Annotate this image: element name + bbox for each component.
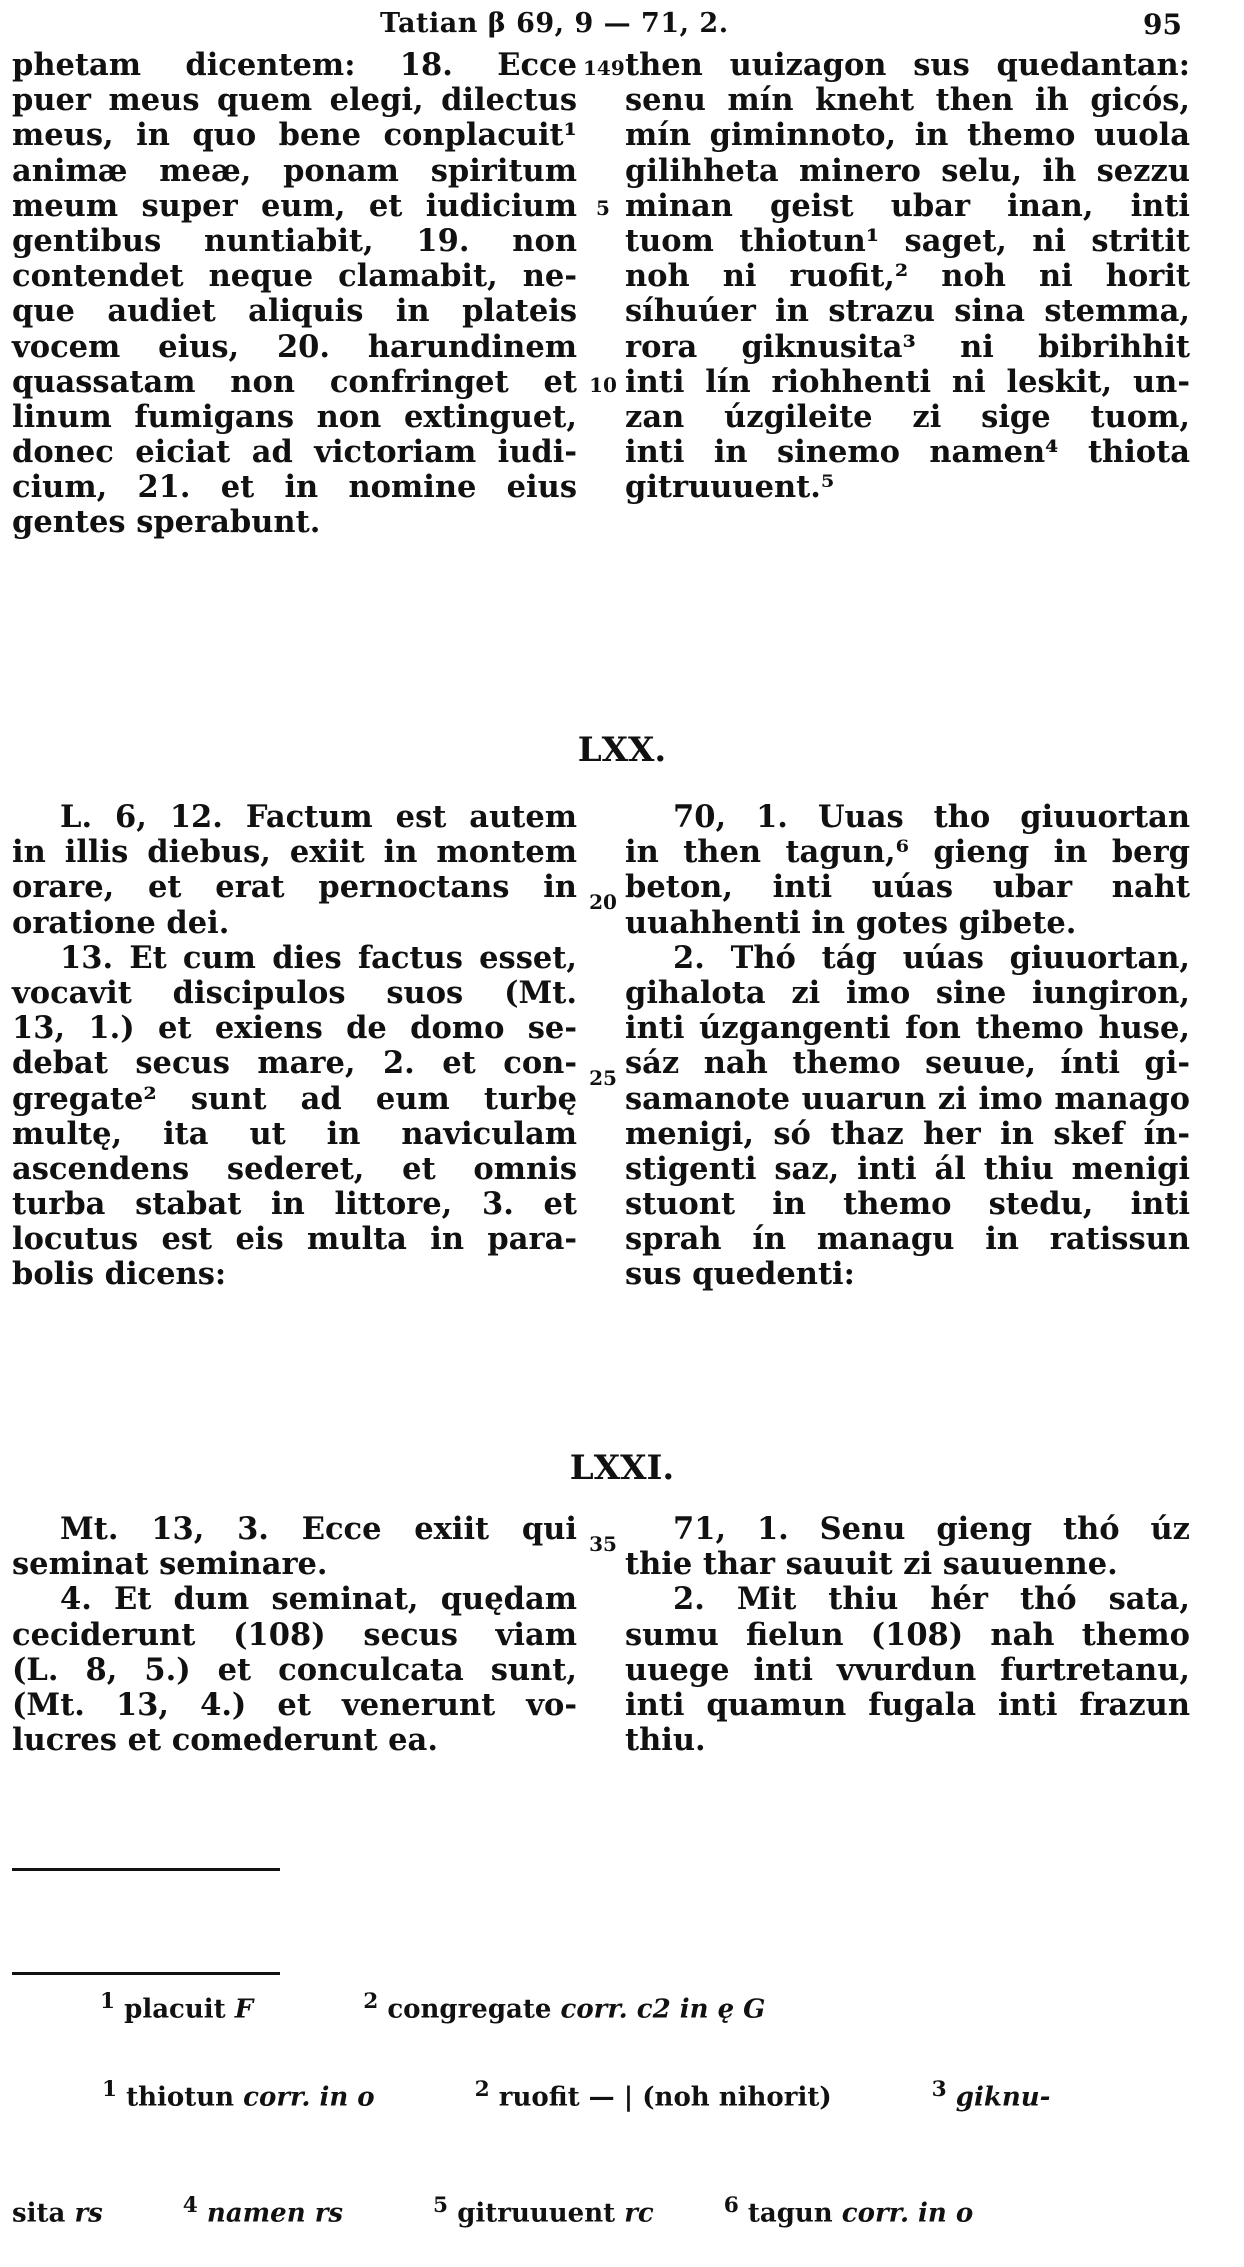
german-line: gihalota zi imo sine iungiron, [625,974,1190,1011]
footnote-siglum: rc [624,2198,654,2229]
latin-line: phetam dicentem: 18. Ecce [12,47,577,83]
latin-line: que audiet aliquis in plateis [12,293,577,330]
running-title: Tatian β 69, 9 — 71, 2. [380,8,729,39]
latin-line: meus, in quo bene conplacuit¹ [12,117,577,154]
latin-line: contendet neque clamabit, ne- [12,258,577,295]
latin-line: locutus est eis multa in para- [12,1221,577,1258]
german-line: sprah ín managu in ratissun [625,1221,1190,1258]
latin-line: debat secus mare, 2. et con- [12,1045,577,1082]
german-line: thiu. [625,1722,706,1759]
german-line: gitruuuent.⁵ [625,469,835,506]
latin-line: 13, 1.) et exiens de domo se- [12,1010,577,1047]
german-line: samanote uuarun zi imo managо [625,1080,1190,1117]
german-line: thie thar sauuit zi sauuenne. [625,1546,1118,1583]
footnote-marker: 5 [433,2192,449,2218]
latin-line: ceciderunt (108) secus viam [12,1616,577,1653]
latin-line: 13. Et cum dies factus esset, [60,939,577,976]
latin-line: in illis diebus, exiit in montem [12,834,577,871]
german-line: in then tagun,⁶ gieng in berg [625,834,1190,871]
german-line: stigenti saz, inti ál thiu menigi [625,1150,1190,1187]
footnote-rule [12,1868,280,1871]
section-heading-lxxi: LXXI. [569,1448,675,1488]
footnote-note: corr. c2 in ę G [560,1994,766,2025]
line-number: 5 [596,196,610,220]
running-head [0,8,1244,48]
german-line: síhuúer in strazu sina stemma, [625,293,1190,330]
footnote-siglum: F [234,1994,254,2025]
latin-line: (Mt. 13, 4.) et venerunt vo- [12,1686,577,1723]
german-line: noh ni ruofit,² noh ni horit [625,258,1190,295]
latin-line: Mt. 13, 3. Ecce exiit qui [60,1511,577,1547]
footnote-marker: 4 [182,2192,198,2218]
latin-line: seminat seminare. [12,1546,328,1583]
german-line: inti in sinemo namen⁴ thiota [625,434,1190,471]
latin-line: vocavit discipulos suos (Mt. [12,974,577,1011]
footnote-siglum: rs [74,2198,103,2229]
german-line: rora giknusita³ ni bibrihhit [625,328,1190,365]
german-line: uuahhenti in gotes gibete. [625,904,1077,941]
latin-line: animæ meæ, ponam spiritum [12,152,577,189]
footnote-marker: 2 [363,1989,379,2014]
footnote-note: corr. in o [243,2082,375,2113]
footnote-text: thiotun [126,2082,235,2113]
german-line: inti úzgangenti fon themo huse, [625,1010,1190,1047]
line-number: 10 [589,373,617,397]
footnote-line [12,2072,1050,2116]
german-line: 2. Thó tág uúas giuuortan, [673,939,1190,976]
footnote-text: giknu- [955,2082,1051,2113]
latin-line: gregate² sunt ad eum turbę [12,1080,577,1117]
german-line: stuont in themo stedu, inti [625,1186,1190,1223]
latin-line: gentes sperabunt. [12,504,321,541]
german-line: 71, 1. Senu gieng thó úz [673,1511,1190,1547]
german-line: then uuizagon sus quedantan: [625,47,1190,83]
latin-line: ascendens sederet, et omnis [12,1150,577,1187]
latin-line: meum super eum, et iudicium [12,187,577,224]
footnote-marker: 2 [474,2077,490,2102]
german-column-69 [625,48,1190,505]
german-column-71 [625,1512,1190,1758]
latin-line: puer meus quem elegi, dilectus [12,82,577,119]
german-line: mín giminnoto, in themo uuola [625,117,1190,154]
german-line: sáz nah themo seuue, ínti gi- [625,1045,1190,1082]
german-line: sus quedenti: [625,1256,855,1293]
latin-line: oratione dei. [12,904,230,941]
latin-line: (L. 8, 5.) et conculcata sunt, [12,1651,577,1688]
footnote-text: placuit [124,1994,226,2025]
footnote-line [12,2188,1050,2232]
line-number: 25 [589,1066,617,1090]
german-line: gilihheta minero selu, ih sezzu [625,152,1190,189]
latin-column-69 [12,48,577,541]
german-footnotes [12,2000,1050,2267]
german-line: menigi, só thaz her in skef ín- [625,1115,1190,1152]
source-page-number: 149 [583,56,625,80]
german-line: uuege inti vvurdun furtretanu, [625,1651,1190,1688]
latin-line: lucres et comederunt ea. [12,1722,438,1759]
latin-line: vocem eius, 20. harundinem [12,328,577,365]
footnote-note: corr. in o [841,2198,974,2229]
german-line: 70, 1. Uuas tho giuuortan [673,799,1190,835]
footnote-marker: 6 [723,2192,739,2218]
footnote-text: gitruuuent [457,2198,616,2229]
line-number: 35 [589,1532,617,1556]
latin-line: orare, et erat pernoctans in [12,869,577,906]
german-line: 2. Mit thiu hér thó sata, [673,1581,1190,1618]
german-line: beton, inti uúas ubar naht [625,869,1190,906]
german-line: tuom thiotun¹ saget, ni stritit [625,222,1190,259]
footnote-text: tagun [747,2198,833,2229]
latin-column-71 [12,1512,577,1758]
footnote-text: ruofit — | (noh nihorit) [498,2082,832,2113]
footnote-marker: 3 [931,2077,947,2102]
footnote-marker: 1 [102,2077,118,2102]
footnote-text: sita [12,2198,66,2229]
footnote-rule [12,1972,280,1975]
footnote-siglum: rs [314,2198,344,2229]
german-line: inti quamun fugala inti frazun [625,1686,1190,1723]
latin-line: L. 6, 12. Factum est autem [60,799,577,835]
latin-line: turba stabat in littore, 3. et [12,1186,577,1223]
german-line: senu mín kneht then ih gicós, [625,82,1190,119]
footnote-text: congregate [387,1994,552,2025]
footnote-marker: 1 [100,1989,116,2014]
latin-column-70 [12,800,577,1293]
latin-line: linum fumigans non extinguet, [12,398,577,435]
footnote-text: namen [206,2198,306,2229]
german-line: minan geist ubar inan, inti [625,187,1190,224]
latin-line: quassatam non confringet et [12,363,577,400]
line-number: 20 [589,890,617,914]
german-line: sumu fielun (108) nah themo [625,1616,1190,1653]
section-heading-lxx: LXX. [577,730,667,770]
latin-line: cium, 21. et in nomine eius [12,469,577,506]
german-line: zan úzgileite zi sige tuom, [625,398,1190,435]
latin-line: multę, ita ut in naviculam [12,1115,577,1152]
german-column-70 [625,800,1190,1293]
latin-line: bolis dicens: [12,1256,227,1293]
latin-line: 4. Et dum seminat, quędam [60,1581,577,1618]
latin-line: donec eiciat ad victoriam iudi- [12,434,577,471]
german-line: inti lín riohhenti ni leskit, un- [625,363,1190,400]
latin-line: gentibus nuntiabit, 19. non [12,222,577,259]
page-number: 95 [1143,8,1182,41]
